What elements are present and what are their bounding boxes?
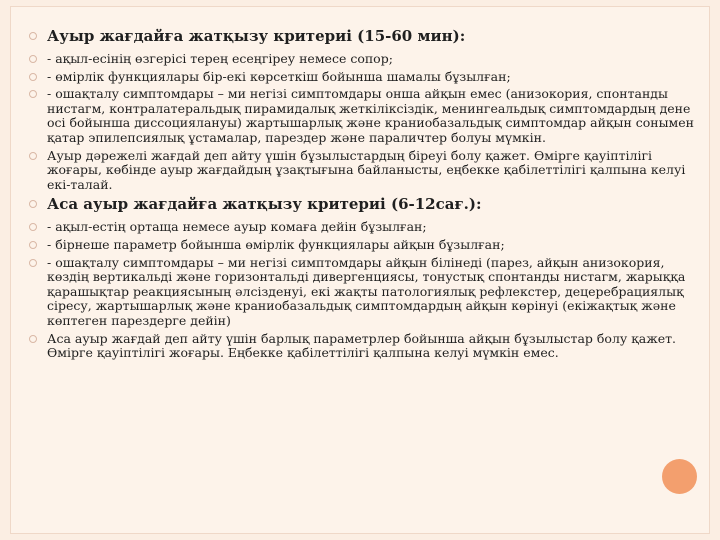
bullet-icon [29, 55, 37, 63]
heading-very-severe-criteria [29, 195, 705, 213]
list-item-text: Аса ауыр жағдай деп айту үшін барлық параметрлер бойынша айқын бұзылыстар болу қажет. Өмірге қауіптілігі жоғары. Еңбекке қабілеттілігі қалпына келуі мүмкін емес. [47, 330, 677, 361]
list-item [29, 70, 705, 85]
bullet-icon [29, 32, 37, 40]
list-item [29, 256, 705, 329]
bullet-icon [29, 200, 37, 208]
heading-text: Аса ауыр жағдайға жатқызу критериі (6-12сағ.): [47, 195, 482, 214]
list-item-text: - өмірлік функциялары бір-екі көрсеткіш бойынша шамалы бұзылған; [47, 68, 511, 84]
list-item-text: - бірнеше параметр бойынша өмірлік функциялары айқын бұзылған; [47, 236, 505, 252]
list-item-text: Ауыр дәрежелі жағдай деп айту үшін бұзылыстардың біреуі болу қажет. Өмірге қауіптілігі жоғары, көбінде ауыр жағдайдың ұзақтығына байланысты, еңбекке қабілеттілігі қалпына келуі екі-талай. [47, 147, 686, 192]
list-item-text: - ақыл-естің ортаща немесе ауыр комаға дейін бұзылған; [47, 219, 427, 235]
slide-frame [10, 6, 710, 534]
bullet-icon [29, 90, 37, 98]
list-item-text: - ошақталу симптомдары – ми негізі симптомдары онша айқын емес (анизокория, спонтанды нистагм, контралатеральдық пирамидалық жеткіліксіздік, менингеальдық симптомдардың дене осі бойынша диссоциялануы) жартышарлық және краниобазальдық симптомдар айқын сонымен қатар эпилепсиялық ұстамалар, парездер және параличтер болуы мүмкін. [47, 86, 695, 145]
list-item [29, 332, 705, 361]
bullet-icon [29, 223, 37, 231]
list-item [29, 149, 705, 193]
list-item [29, 220, 705, 235]
bullet-icon [29, 259, 37, 267]
bullet-icon [29, 241, 37, 249]
list-item [29, 238, 705, 253]
list-item [29, 52, 705, 67]
list-item-text: - ошақталу симптомдары – ми негізі симптомдары айқын білінеді (парез, айқын анизокория, көздің вертикальді және горизонтальді дивергенциясы, тонустық спонтанды нистагм, жарыққа қарашықтар реакциясының әлсізденуі, екі жақты патологиялық рефлекстер, децеребрациялық сіресу, жартышарлық және краниобазальдық симптомдардың айқын көрінуі (екіжақтық және көптеген парездерге дейін) [47, 254, 686, 328]
list-item [29, 87, 705, 145]
decorative-circle [662, 459, 697, 494]
bullet-icon [29, 152, 37, 160]
heading-severe-criteria [29, 27, 705, 45]
bullet-icon [29, 73, 37, 81]
bullet-icon [29, 335, 37, 343]
slide-content [29, 27, 705, 364]
heading-text: Ауыр жағдайға жатқызу критериі (15-60 мин): [47, 27, 466, 45]
list-item-text: - ақыл-есінің өзгерісі терең есеңгіреу немесе сопор; [47, 51, 393, 66]
